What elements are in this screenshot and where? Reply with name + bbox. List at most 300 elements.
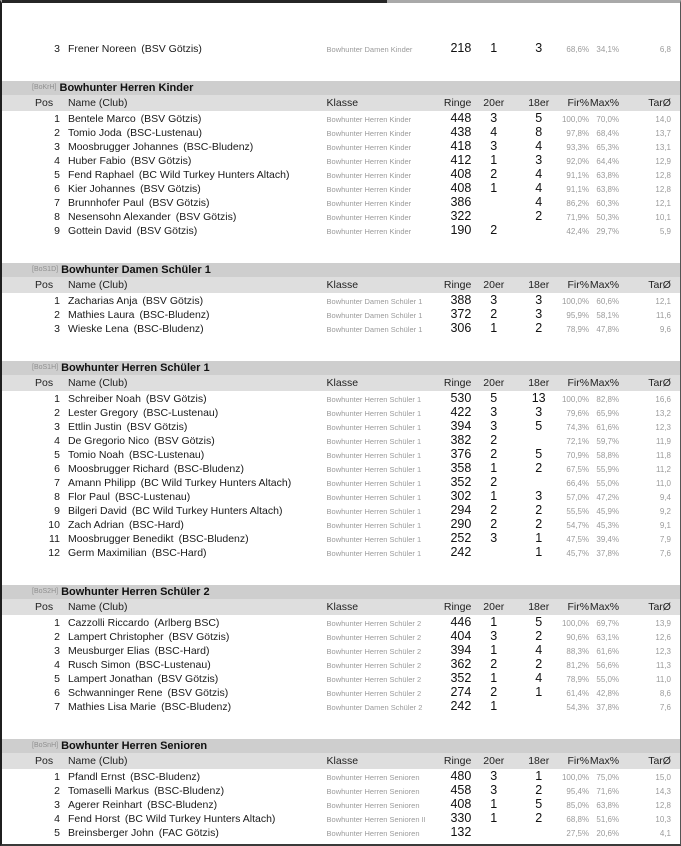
max-percent-cell: 70,0%: [596, 115, 620, 124]
18er-cell: 2: [535, 209, 543, 223]
athlete-name: Tomio Noah: [67, 449, 124, 461]
club-name: (BSV Götzis): [140, 183, 201, 195]
fir-percent-cell: 95,4%: [566, 787, 590, 796]
athlete-name: Frener Noreen: [67, 43, 137, 55]
18er-cell: 5: [535, 615, 543, 629]
col-header-klasse: Klasse: [326, 97, 359, 109]
20er-cell: 2: [490, 307, 498, 321]
position-cell: 10: [48, 519, 60, 531]
tar-avg-cell: 7,6: [659, 549, 671, 558]
club-name: (BSV Götzis): [145, 393, 207, 405]
position-cell: 4: [54, 659, 60, 671]
max-percent-cell: 68,4%: [596, 129, 620, 138]
previous-section-tail: [2, 41, 680, 55]
tar-avg-cell: 12,8: [655, 185, 671, 194]
max-percent-cell: 63,8%: [596, 801, 620, 810]
fir-percent-cell: 47,5%: [566, 535, 590, 544]
athlete-name: Lampert Jonathan: [67, 673, 153, 685]
max-percent-cell: 45,3%: [596, 521, 620, 530]
ringe-cell: 376: [450, 447, 472, 461]
klasse-cell: Bowhunter Herren Schüler 1: [326, 493, 422, 502]
col-header-pos: Pos: [35, 377, 54, 389]
name-club-cell: [60, 658, 327, 672]
club-name: (BSC-Bludenz): [154, 785, 225, 797]
name-club-cell: [60, 448, 327, 462]
name-club-cell: [60, 322, 327, 336]
fir-percent-cell: 95,9%: [566, 311, 590, 320]
result-row: [32, 209, 671, 223]
position-cell: 9: [54, 225, 60, 237]
klasse-cell: Bowhunter Herren Schüler 1: [326, 409, 422, 418]
athlete-name: Tomio Joda: [67, 127, 122, 139]
athlete-name: Moosbrugger Johannes: [67, 141, 179, 153]
name-club-cell: [60, 308, 327, 322]
result-row: [32, 153, 671, 167]
club-name: (BSV Götzis): [157, 673, 219, 685]
athlete-name: Gottein David: [67, 225, 132, 237]
position-cell: 1: [54, 393, 60, 405]
club-name: (BSV Götzis): [154, 435, 215, 447]
20er-cell: 2: [490, 433, 498, 447]
col-header-klasse: Klasse: [326, 279, 359, 291]
name-club-cell: [60, 392, 327, 406]
20er-cell: 2: [490, 223, 498, 237]
klasse-cell: Bowhunter Herren Kinder: [326, 185, 412, 194]
max-percent-cell: 55,0%: [596, 675, 620, 684]
name-club-cell: [60, 812, 327, 826]
tar-avg-cell: 9,1: [659, 521, 671, 530]
18er-cell: 3: [535, 307, 543, 321]
klasse-cell: Bowhunter Herren Kinder: [326, 227, 412, 236]
club-name: (BSC-Bludenz): [139, 309, 210, 321]
tar-avg-cell: 4,1: [659, 829, 671, 838]
position-cell: 7: [54, 477, 60, 489]
klasse-cell: Bowhunter Herren Schüler 1: [326, 465, 422, 474]
col-header-20er: 20er: [483, 601, 505, 613]
max-percent-cell: 59,7%: [596, 437, 620, 446]
tar-avg-cell: 12,6: [655, 633, 671, 642]
athlete-name: Bentele Marco: [67, 113, 136, 125]
col-header-name-club: Name (Club): [67, 377, 128, 389]
tar-avg-cell: 11,6: [656, 311, 671, 320]
max-percent-cell: 64,4%: [596, 157, 620, 166]
athlete-name: Kier Johannes: [67, 183, 136, 195]
max-percent-cell: 82,8%: [596, 395, 620, 404]
ringe-cell: 438: [450, 125, 472, 139]
athlete-name: Breinsberger John: [67, 827, 154, 839]
col-header-18er: 18er: [528, 279, 550, 291]
result-row: [32, 531, 671, 545]
tar-avg-cell: 15,0: [655, 773, 671, 782]
tar-avg-cell: 14,3: [655, 787, 671, 796]
18er-cell: 3: [535, 153, 543, 167]
20er-cell: 2: [490, 475, 498, 489]
max-percent-cell: 56,6%: [596, 661, 620, 670]
result-row: [32, 223, 671, 237]
18er-cell: 1: [535, 531, 543, 545]
athlete-name: Schreiber Noah: [67, 393, 141, 405]
section-code: [BoS1H]: [32, 364, 59, 371]
ringe-cell: 362: [450, 657, 472, 671]
col-header-ringe: Ringe: [443, 601, 472, 613]
col-header-name-club: Name (Club): [67, 279, 128, 291]
section-title: Bowhunter Damen Schüler 1: [61, 264, 211, 276]
klasse-cell: Bowhunter Herren Kinder: [326, 157, 412, 166]
club-name: (BSC-Bludenz): [173, 463, 244, 475]
position-cell: 8: [54, 491, 60, 503]
20er-cell: 3: [490, 783, 498, 797]
fir-percent-cell: 91,1%: [566, 171, 590, 180]
klasse-cell: Bowhunter Herren Schüler 1: [326, 451, 422, 460]
20er-cell: 3: [490, 293, 498, 307]
position-cell: 2: [54, 127, 60, 139]
position-cell: 9: [54, 505, 60, 517]
club-name: (BSC-Bludenz): [178, 533, 249, 545]
position-cell: 2: [54, 631, 60, 643]
max-percent-cell: 75,0%: [596, 773, 620, 782]
athlete-name: Amann Philipp: [67, 477, 136, 489]
position-cell: 6: [54, 463, 60, 475]
fir-percent-cell: 88,3%: [566, 647, 590, 656]
20er-cell: 1: [490, 643, 498, 657]
name-club-cell: [60, 168, 327, 182]
ringe-cell: 132: [450, 825, 472, 839]
position-cell: 4: [54, 155, 60, 167]
col-header-18er: 18er: [528, 755, 550, 767]
athlete-name: Pfandl Ernst: [67, 771, 126, 783]
klasse-cell: Bowhunter Herren Schüler 2: [326, 619, 422, 628]
18er-cell: 1: [535, 769, 543, 783]
ringe-cell: 330: [450, 811, 472, 825]
max-percent-cell: 69,7%: [596, 619, 620, 628]
col-header-tar-avg: TarØ: [648, 755, 671, 767]
athlete-name: Lester Gregory: [67, 407, 138, 419]
col-header-20er: 20er: [483, 377, 505, 389]
table-header-band: [2, 277, 680, 293]
tar-avg-cell: 7,9: [659, 535, 671, 544]
fir-percent-cell: 100,0%: [561, 773, 590, 782]
20er-cell: 4: [490, 125, 498, 139]
name-club-cell: [60, 154, 327, 168]
club-name: (BSC-Bludenz): [147, 799, 218, 811]
table-header-row: [32, 95, 671, 111]
position-cell: 5: [54, 169, 60, 181]
result-row: [32, 307, 671, 321]
tar-avg-cell: 13,1: [655, 143, 671, 152]
20er-cell: 1: [490, 489, 498, 503]
20er-cell: 1: [490, 461, 498, 475]
table-header-band: [2, 95, 680, 111]
result-row: [32, 111, 671, 125]
club-name: (BSV Götzis): [136, 225, 198, 237]
result-rows: [2, 293, 680, 335]
tar-avg-cell: 10,3: [655, 815, 671, 824]
18er-cell: 1: [535, 685, 543, 699]
name-club-cell: [60, 504, 327, 518]
result-row: [32, 615, 671, 629]
category-section: [2, 81, 680, 237]
col-header-tar-avg: TarØ: [648, 601, 671, 613]
klasse-cell: Bowhunter Herren Kinder: [326, 115, 412, 124]
athlete-name: Fend Raphael: [67, 169, 134, 181]
club-name: (BSV Götzis): [140, 113, 202, 125]
section-title-band: [2, 739, 680, 753]
fir-percent-cell: 86,2%: [566, 199, 590, 208]
18er-cell: 2: [535, 629, 543, 643]
tar-avg-cell: 14,0: [655, 115, 671, 124]
name-club-cell: [60, 434, 327, 448]
name-club-cell: [60, 196, 327, 210]
18er-cell: 5: [535, 797, 543, 811]
18er-cell: 4: [535, 167, 543, 181]
fir-percent-cell: 57,0%: [566, 493, 590, 502]
col-header-pos: Pos: [35, 755, 54, 767]
ringe-cell: 322: [450, 209, 472, 223]
result-row: [32, 139, 671, 153]
result-row: [32, 685, 671, 699]
table-header-row: [32, 375, 671, 391]
ringe-cell: 422: [450, 405, 472, 419]
max-percent-cell: 71,6%: [596, 787, 620, 796]
20er-cell: 1: [490, 671, 498, 685]
table-header-row: [32, 599, 671, 615]
18er-cell: 8: [535, 125, 543, 139]
athlete-name: Moosbrugger Benedikt: [67, 533, 174, 545]
result-row: [32, 643, 671, 657]
max-percent-cell: 63,1%: [596, 633, 620, 642]
max-percent-cell: 60,6%: [596, 297, 620, 306]
club-name: (BSV Götzis): [167, 687, 229, 699]
tar-avg-cell: 12,8: [655, 801, 671, 810]
position-cell: 3: [54, 43, 60, 55]
20er-cell: 2: [490, 685, 498, 699]
klasse-cell: Bowhunter Herren Kinder: [326, 199, 412, 208]
position-cell: 3: [54, 323, 60, 335]
ringe-cell: 218: [450, 41, 472, 55]
klasse-cell: Bowhunter Herren Schüler 2: [326, 633, 422, 642]
col-header-tar-avg: TarØ: [648, 279, 671, 291]
col-header-tar-avg: TarØ: [648, 377, 671, 389]
18er-cell: 3: [535, 405, 543, 419]
col-header-18er: 18er: [528, 601, 550, 613]
club-name: (BSV Götzis): [141, 43, 202, 55]
18er-cell: 4: [535, 671, 543, 685]
tar-avg-cell: 12,1: [655, 199, 671, 208]
position-cell: 11: [49, 533, 60, 545]
col-header-tar-avg: TarØ: [648, 97, 671, 109]
ringe-cell: 352: [450, 475, 472, 489]
tar-avg-cell: 12,8: [655, 171, 671, 180]
table-header-row: [32, 753, 671, 769]
club-name: (BSC-Hard): [154, 645, 210, 657]
18er-cell: 1: [535, 545, 543, 559]
athlete-name: Mathies Lisa Marie: [67, 701, 157, 713]
tar-avg-cell: 11,9: [656, 437, 671, 446]
tar-avg-cell: 11,0: [656, 479, 671, 488]
max-percent-cell: 42,8%: [596, 689, 620, 698]
ringe-cell: 306: [450, 321, 472, 335]
max-percent-cell: 65,3%: [596, 143, 620, 152]
athlete-name: Tomaselli Markus: [67, 785, 150, 797]
result-row: [32, 517, 671, 531]
20er-cell: 3: [490, 629, 498, 643]
section-title: Bowhunter Herren Schüler 1: [61, 362, 210, 374]
ringe-cell: 252: [450, 531, 472, 545]
klasse-cell: Bowhunter Damen Schüler 1: [326, 311, 423, 320]
ringe-cell: 446: [450, 615, 472, 629]
18er-cell: 3: [535, 293, 543, 307]
athlete-name: De Gregorio Nico: [67, 435, 150, 447]
18er-cell: 4: [535, 643, 543, 657]
ringe-cell: 394: [450, 419, 472, 433]
name-club-cell: [60, 798, 327, 812]
position-cell: 6: [54, 183, 60, 195]
col-header-ringe: Ringe: [443, 377, 472, 389]
athlete-name: Meusburger Elias: [67, 645, 150, 657]
col-header-20er: 20er: [483, 97, 505, 109]
col-header-20er: 20er: [483, 279, 505, 291]
fir-percent-cell: 78,9%: [566, 675, 590, 684]
section-code: [BoS1D]: [32, 266, 59, 273]
tar-avg-cell: 9,4: [659, 493, 671, 502]
athlete-name: Zach Adrian: [67, 519, 124, 531]
ringe-cell: 190: [450, 223, 472, 237]
section-code: [BoKrH]: [32, 84, 57, 91]
col-header-max-percent: Max%: [589, 755, 620, 767]
result-rows: [2, 111, 680, 237]
fir-percent-cell: 45,7%: [566, 549, 590, 558]
col-header-max-percent: Max%: [589, 601, 620, 613]
ringe-cell: 404: [450, 629, 472, 643]
category-section: [2, 361, 680, 559]
result-row: [32, 321, 671, 335]
ringe-cell: 294: [450, 503, 472, 517]
section-title-band: [2, 263, 680, 277]
athlete-name: Wieske Lena: [67, 323, 129, 335]
ringe-cell: 302: [450, 489, 472, 503]
name-club-cell: [60, 462, 327, 476]
name-club-cell: [60, 630, 327, 644]
col-header-fir-percent: Fir%: [567, 279, 590, 291]
20er-cell: 1: [490, 797, 498, 811]
club-name: (BSV Götzis): [142, 295, 204, 307]
ringe-cell: 408: [450, 181, 472, 195]
position-cell: 5: [54, 449, 60, 461]
20er-cell: 1: [490, 41, 498, 55]
result-row: [32, 699, 671, 713]
position-cell: 1: [54, 113, 60, 125]
club-name: (Arlberg BSC): [154, 617, 220, 629]
tar-avg-cell: 11,2: [656, 465, 671, 474]
20er-cell: 1: [490, 181, 498, 195]
fir-percent-cell: 90,6%: [566, 633, 590, 642]
col-header-name-club: Name (Club): [67, 601, 128, 613]
name-club-cell: [60, 210, 327, 224]
20er-cell: 1: [490, 699, 498, 713]
fir-percent-cell: 61,4%: [566, 689, 590, 698]
ringe-cell: 274: [450, 685, 472, 699]
position-cell: 4: [54, 435, 60, 447]
klasse-cell: Bowhunter Herren Schüler 1: [326, 549, 422, 558]
20er-cell: 1: [490, 811, 498, 825]
tar-avg-cell: 12,1: [655, 297, 671, 306]
fir-percent-cell: 97,8%: [566, 129, 590, 138]
col-header-klasse: Klasse: [326, 377, 359, 389]
klasse-cell: Bowhunter Herren Schüler 2: [326, 647, 422, 656]
club-name: (BSC-Lustenau): [135, 659, 211, 671]
max-percent-cell: 50,3%: [596, 213, 620, 222]
fir-percent-cell: 91,1%: [566, 185, 590, 194]
20er-cell: 3: [490, 531, 498, 545]
result-row: [32, 405, 671, 419]
athlete-name: Ettlin Justin: [67, 421, 122, 433]
table-header-band: [2, 599, 680, 615]
name-club-cell: [60, 770, 327, 784]
fir-percent-cell: 81,2%: [566, 661, 590, 670]
ringe-cell: 408: [450, 167, 472, 181]
klasse-cell: Bowhunter Damen Kinder: [326, 45, 413, 54]
result-row: [32, 671, 671, 685]
result-row: [32, 433, 671, 447]
tar-avg-cell: 13,7: [655, 129, 671, 138]
col-header-18er: 18er: [528, 97, 550, 109]
20er-cell: 1: [490, 321, 498, 335]
result-row: [32, 503, 671, 517]
20er-cell: 1: [490, 615, 498, 629]
result-row: [32, 195, 671, 209]
col-header-fir-percent: Fir%: [567, 755, 590, 767]
position-cell: 1: [54, 617, 60, 629]
18er-cell: 5: [535, 419, 543, 433]
max-percent-cell: 58,1%: [596, 311, 620, 320]
col-header-ringe: Ringe: [443, 755, 472, 767]
col-header-max-percent: Max%: [589, 377, 620, 389]
result-row: [32, 461, 671, 475]
klasse-cell: Bowhunter Herren Senioren: [326, 773, 420, 782]
max-percent-cell: 47,2%: [596, 493, 620, 502]
klasse-cell: Bowhunter Herren Senioren: [326, 829, 420, 838]
name-club-cell: [60, 644, 327, 658]
klasse-cell: Bowhunter Herren Schüler 2: [326, 661, 422, 670]
col-header-fir-percent: Fir%: [567, 97, 590, 109]
result-row: [32, 167, 671, 181]
position-cell: 2: [54, 785, 60, 797]
name-club-cell: [60, 126, 327, 140]
20er-cell: 3: [490, 769, 498, 783]
athlete-name: Moosbrugger Richard: [67, 463, 169, 475]
name-club-cell: [60, 420, 327, 434]
page-top-edge: [2, 0, 387, 3]
result-row: [32, 769, 671, 783]
fir-percent-cell: 67,5%: [566, 465, 590, 474]
20er-cell: 3: [490, 419, 498, 433]
position-cell: 1: [54, 771, 60, 783]
18er-cell: 3: [535, 41, 543, 55]
tar-avg-cell: 7,6: [659, 703, 671, 712]
result-row: [32, 797, 671, 811]
fir-percent-cell: 42,4%: [566, 227, 590, 236]
athlete-name: Agerer Reinhart: [67, 799, 143, 811]
tar-avg-cell: 12,3: [655, 647, 671, 656]
club-name: (BC Wild Turkey Hunters Altach): [124, 813, 276, 825]
max-percent-cell: 45,9%: [596, 507, 620, 516]
klasse-cell: Bowhunter Herren Schüler 1: [326, 521, 422, 530]
col-header-fir-percent: Fir%: [567, 377, 590, 389]
table-header-band: [2, 375, 680, 391]
position-cell: 3: [54, 799, 60, 811]
ringe-cell: 458: [450, 783, 472, 797]
fir-percent-cell: 68,8%: [566, 815, 590, 824]
